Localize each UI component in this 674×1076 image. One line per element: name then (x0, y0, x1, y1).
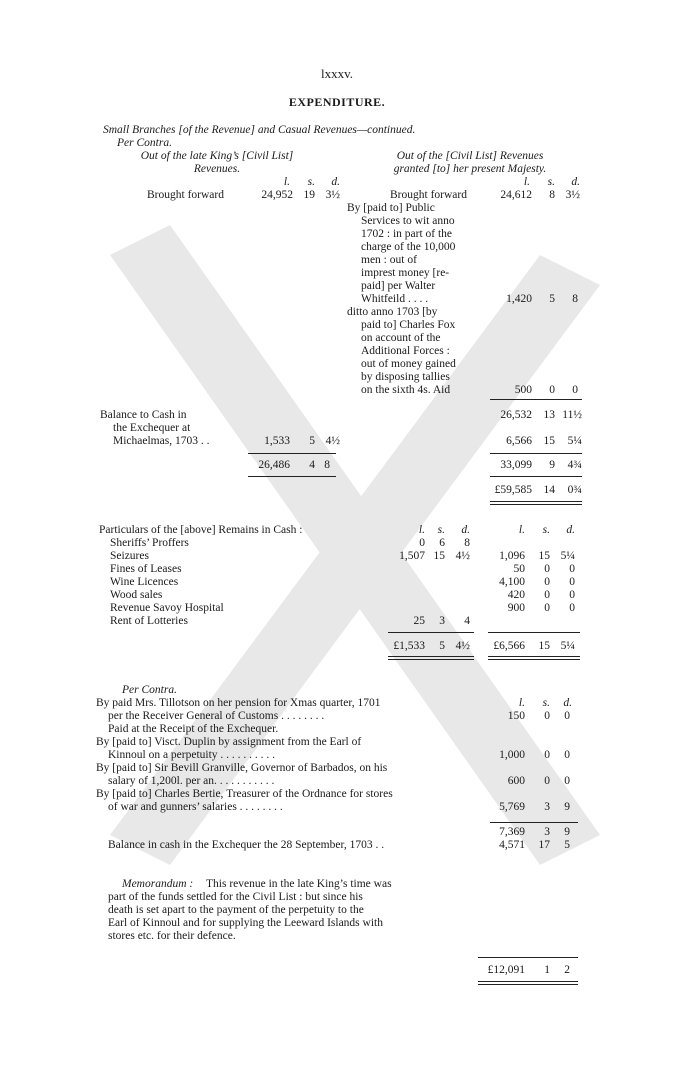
per-contra-label: Per Contra. (117, 137, 172, 149)
payments-pounds-header: l. (518, 697, 525, 709)
particulars-total2-pounds: £6,566 (493, 640, 525, 652)
left-total-pence: 8 (324, 459, 330, 471)
entry2-pounds: 500 (514, 384, 532, 396)
right-subtotal-shillings: 13 (543, 409, 555, 421)
particulars-pence-header: d. (461, 524, 470, 536)
right-balance-pence: 5¼ (567, 435, 582, 447)
payments-shillings-header: s. (542, 697, 550, 709)
page-number: lxxxv. (320, 66, 354, 81)
particulars-pounds-header: l. (418, 524, 425, 536)
particulars-total2-shillings: 15 (538, 640, 550, 652)
payment-amount-pounds: 1,000 (499, 749, 525, 761)
particulars-row-pence-2: 0 (569, 563, 575, 575)
right-shillings-header: s. (547, 176, 555, 188)
particulars-row-label: Sheriffs’ Proffers (110, 537, 189, 549)
left-balance-pence: 4½ (325, 435, 340, 447)
particulars-total1-pence: 4½ (455, 640, 470, 652)
entry2-line-7: on the sixth 4s. Aid (361, 384, 451, 396)
particulars2-pounds-header: l. (518, 524, 525, 536)
particulars-row-pence: 8 (464, 537, 470, 549)
payment-amount-pounds: 600 (507, 775, 525, 787)
left-shillings-header: s. (307, 176, 315, 188)
memorandum-line-5: stores etc. for their defence. (108, 930, 236, 942)
right-pounds-header: l. (523, 176, 530, 188)
final-total-rule (478, 957, 578, 958)
right-total-rule (490, 453, 582, 454)
left-total-shillings: 4 (309, 459, 315, 471)
payments-subtotal-rule (490, 822, 578, 823)
entry1-line-4: charge of the 10,000 (361, 241, 456, 253)
payments-subtotal-pounds: 7,369 (499, 826, 525, 838)
particulars-title: Particulars of the [above] Remains in Cash : (99, 524, 303, 536)
left-total-rule (248, 453, 336, 454)
entry1-line-5: men : out of (361, 254, 417, 266)
grand-total-pounds: £59,585 (494, 484, 532, 496)
particulars-row-shillings-2: 0 (544, 563, 550, 575)
left-brought-forward-label: Brought forward (147, 189, 224, 201)
particulars-row-shillings-2: 15 (538, 550, 550, 562)
balance-line-3: Michaelmas, 1703 . . (113, 435, 210, 447)
particulars-row-pounds: 0 (419, 537, 425, 549)
entry2-line-5: out of money gained (361, 358, 456, 370)
payment-amount-shillings: 3 (544, 801, 550, 813)
right-balance-shillings: 15 (543, 435, 555, 447)
right-column-title-1: Out of the [Civil List] Revenues (396, 150, 544, 162)
particulars-double-rule-1 (388, 656, 474, 660)
right-pence-header: d. (571, 176, 580, 188)
payment-line: per the Receiver General of Customs . . . . . . . . (108, 710, 325, 722)
final-total-double-rule (478, 981, 578, 985)
grand-total-pence: 0¾ (567, 484, 582, 496)
balance-1703-pounds: 4,571 (499, 839, 525, 851)
particulars-row-pounds-2: 900 (507, 602, 525, 614)
entry1-line-2: Services to wit anno (361, 215, 455, 227)
payment-line: By [paid to] Visct. Duplin by assignment from the Earl of (96, 736, 362, 748)
particulars-row-shillings-2: 0 (544, 602, 550, 614)
left-total-underline (248, 476, 336, 477)
entry2-line-4: Additional Forces : (361, 345, 450, 357)
entry1-pence: 8 (572, 293, 578, 305)
final-total-pounds: £12,091 (487, 964, 525, 976)
balance-line-1: Balance to Cash in (100, 409, 187, 421)
right-total-pence: 4¾ (567, 459, 582, 471)
payment-amount-shillings: 0 (544, 749, 550, 761)
memorandum-line-2: part of the funds settled for the Civil List : but since his (108, 891, 363, 903)
payments-subtotal-pence: 9 (564, 826, 570, 838)
particulars-row-pounds-2: 420 (507, 589, 525, 601)
particulars-row-shillings: 15 (433, 550, 445, 562)
payment-line: By [paid to] Sir Bevill Granville, Governor of Barbados, on his (96, 762, 388, 774)
payment-amount-pence: 0 (564, 749, 570, 761)
memorandum-line-3: death is set apart to the payment of the perpetuity to the (108, 904, 364, 916)
particulars-shillings-header: s. (437, 524, 445, 536)
particulars2-pence-header: d. (566, 524, 575, 536)
particulars-row-pounds-2: 50 (513, 563, 525, 575)
left-pounds-header: l. (283, 176, 290, 188)
particulars-row-label: Seizures (110, 550, 149, 562)
particulars-row-label: Wine Licences (110, 576, 179, 588)
particulars-row-pence-2: 0 (569, 602, 575, 614)
memorandum-line-1: This revenue in the late King’s time was (206, 878, 392, 890)
payment-line: Paid at the Receipt of the Exchequer. (108, 723, 279, 735)
particulars-row-pence-2: 0 (569, 589, 575, 601)
left-brought-shillings: 19 (303, 189, 315, 201)
payment-amount-shillings: 0 (544, 710, 550, 722)
page-heading: EXPENDITURE. (288, 95, 386, 109)
per-contra-2-label: Per Contra. (122, 684, 177, 696)
particulars-row-label: Rent of Lotteries (110, 615, 188, 627)
payment-line: of war and gunners’ salaries . . . . . . . . (108, 801, 283, 813)
entry1-line-7: paid] per Walter (361, 280, 436, 292)
right-column-title-2: granted [to] her present Majesty. (393, 163, 547, 175)
balance-1703-label: Balance in cash in the Exchequer the 28 September, 1703 . . (108, 839, 385, 851)
right-total-shillings: 9 (549, 459, 555, 471)
payment-amount-pounds: 150 (507, 710, 525, 722)
entry1-line-1: By [paid to] Public (347, 202, 435, 214)
right-total-pounds: 33,099 (500, 459, 532, 471)
payment-line: salary of 1,200l. per an. . . . . . . . . . . (108, 775, 275, 787)
payment-line: By paid Mrs. Tillotson on her pension for Xmas quarter, 1701 (96, 697, 381, 709)
right-subtotal-rule (490, 399, 582, 400)
payment-amount-shillings: 0 (544, 775, 550, 787)
right-balance-pounds: 6,566 (506, 435, 532, 447)
particulars-row-pence-2: 5¼ (560, 550, 575, 562)
memorandum-line-4: Earl of Kinnoul and for supplying the Leeward Islands with (108, 917, 383, 929)
particulars-double-rule-2 (488, 656, 580, 660)
payment-amount-pence: 9 (564, 801, 570, 813)
particulars-row-pounds: 25 (413, 615, 425, 627)
particulars-row-label: Wood sales (110, 589, 163, 601)
entry2-line-6: by disposing tallies (361, 371, 450, 383)
particulars-row-pence: 4 (464, 615, 470, 627)
particulars-row-pounds-2: 1,096 (499, 550, 525, 562)
particulars-total-rule-1 (388, 632, 474, 633)
memorandum-label: Memorandum : (122, 878, 194, 890)
grand-total-double-rule (490, 501, 582, 505)
subheading: Small Branches [of the Revenue] and Casual Revenues—continued. (103, 124, 416, 136)
grand-total-rule (490, 476, 582, 477)
particulars-total-rule-2 (488, 632, 580, 633)
payment-line: Kinnoul on a perpetuity . . . . . . . . . . (108, 749, 276, 761)
right-subtotal-pounds: 26,532 (500, 409, 532, 421)
left-balance-shillings: 5 (309, 435, 315, 447)
balance-line-2: the Exchequer at (113, 422, 191, 434)
particulars-row-shillings: 6 (439, 537, 445, 549)
left-column-title-2: Revenues. (193, 163, 241, 175)
particulars2-shillings-header: s. (542, 524, 550, 536)
entry2-line-1: ditto anno 1703 [by (347, 306, 438, 318)
entry1-line-8: Whitfeild . . . . (361, 293, 429, 305)
payment-amount-pence: 0 (564, 710, 570, 722)
particulars-total1-shillings: 5 (439, 640, 445, 652)
right-brought-pounds: 24,612 (500, 189, 532, 201)
payment-amount-pounds: 5,769 (499, 801, 525, 813)
final-total-shillings: 1 (544, 964, 550, 976)
particulars-total1-pounds: £1,533 (393, 640, 425, 652)
entry1-line-6: imprest money [re- (361, 267, 450, 279)
payments-pence-header: d. (563, 697, 572, 709)
final-total-pence: 2 (564, 964, 570, 976)
particulars-row-shillings-2: 0 (544, 589, 550, 601)
right-brought-forward-label: Brought forward (390, 189, 467, 201)
entry2-shillings: 0 (549, 384, 555, 396)
particulars-row-pence-2: 0 (569, 576, 575, 588)
entry2-pence: 0 (572, 384, 578, 396)
right-brought-shillings: 8 (549, 189, 555, 201)
left-pence-header: d. (331, 176, 340, 188)
entry1-line-3: 1702 : in part of the (361, 228, 453, 240)
entry1-shillings: 5 (549, 293, 555, 305)
particulars-row-pence: 4½ (455, 550, 470, 562)
payment-line: By [paid to] Charles Bertie, Treasurer of the Ordnance for stores (96, 788, 393, 800)
balance-1703-shillings: 17 (538, 839, 550, 851)
entry2-line-2: paid to] Charles Fox (361, 319, 456, 331)
entry2-line-3: on account of the (361, 332, 441, 344)
left-balance-pounds: 1,533 (264, 435, 290, 447)
particulars-row-pounds-2: 4,100 (499, 576, 525, 588)
left-column-title-1: Out of the late King’s [Civil List] (140, 150, 294, 162)
grand-total-shillings: 14 (543, 484, 555, 496)
particulars-row-shillings-2: 0 (544, 576, 550, 588)
particulars-row-label: Fines of Leases (110, 563, 182, 575)
payment-amount-pence: 0 (564, 775, 570, 787)
left-total-pounds: 26,486 (258, 459, 290, 471)
payments-subtotal-shillings: 3 (544, 826, 550, 838)
right-brought-pence: 3½ (565, 189, 580, 201)
particulars-total2-pence: 5¼ (560, 640, 575, 652)
particulars-row-label: Revenue Savoy Hospital (110, 602, 224, 614)
entry1-pounds: 1,420 (506, 293, 532, 305)
right-subtotal-pence: 11½ (562, 409, 582, 421)
left-brought-pounds: 24,952 (261, 189, 293, 201)
particulars-row-shillings: 3 (439, 615, 445, 627)
particulars-row-pounds: 1,507 (399, 550, 425, 562)
left-brought-pence: 3½ (325, 189, 340, 201)
balance-1703-pence: 5 (564, 839, 570, 851)
